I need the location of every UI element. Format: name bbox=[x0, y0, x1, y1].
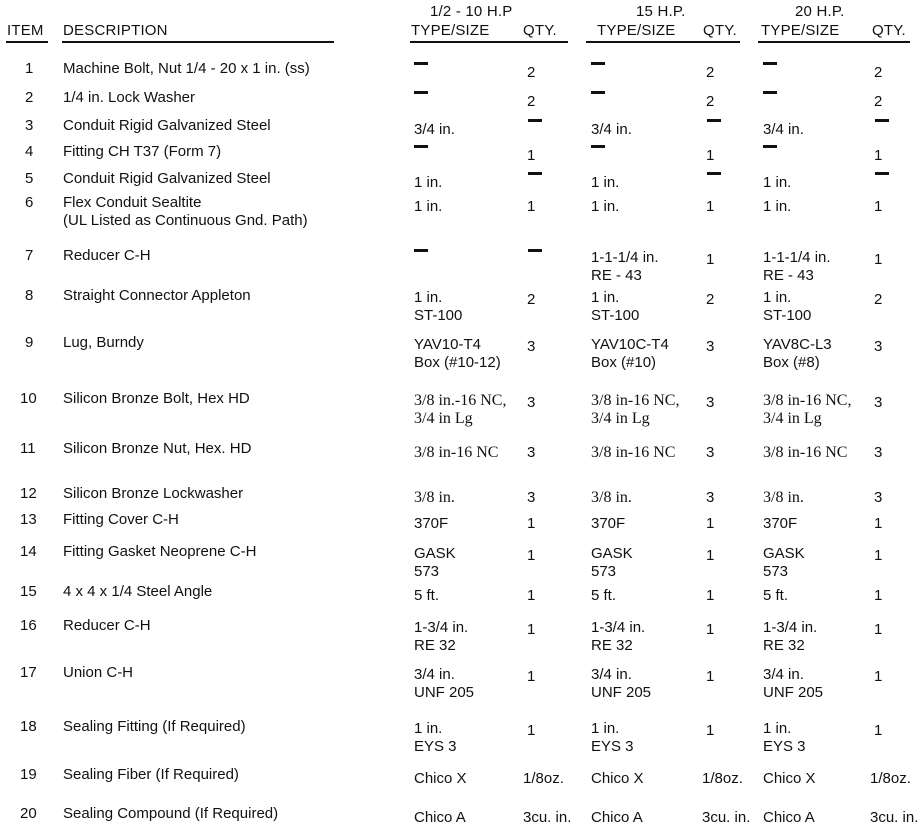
qty-value: 3 bbox=[874, 338, 883, 355]
item-description: Silicon Bronze Bolt, Hex HD bbox=[63, 390, 250, 407]
type-size-value: 3/8 in-16 NC bbox=[763, 444, 848, 461]
qty-value: 2 bbox=[706, 93, 715, 110]
qty-value: 3cu. in. bbox=[702, 809, 751, 826]
qty-value: 3 bbox=[706, 338, 715, 355]
item-number: 16 bbox=[20, 617, 37, 634]
qty-value: 2 bbox=[527, 93, 536, 110]
type-size-value: 1 in. bbox=[763, 198, 792, 215]
group-type-header-3: TYPE/SIZE bbox=[761, 22, 840, 39]
type-size-value: YAV10C-T4 Box (#10) bbox=[591, 336, 669, 371]
type-size-value: 1 in. ST-100 bbox=[414, 289, 463, 324]
qty-value: 1 bbox=[706, 668, 715, 685]
qty-value: 1 bbox=[527, 621, 536, 638]
type-size-value: 1 in. EYS 3 bbox=[414, 720, 457, 755]
item-description: Sealing Fitting (If Required) bbox=[63, 718, 246, 735]
type-size-value: 3/8 in-16 NC bbox=[414, 444, 499, 461]
item-header-underline bbox=[6, 41, 48, 43]
qty-value: 1 bbox=[527, 515, 536, 532]
description-column-header: DESCRIPTION bbox=[63, 22, 168, 39]
qty-value: 3cu. in. bbox=[870, 809, 919, 826]
item-number: 12 bbox=[20, 485, 37, 502]
qty-value: 1 bbox=[706, 587, 715, 604]
qty-dash bbox=[528, 172, 542, 175]
qty-value: 3 bbox=[706, 489, 715, 506]
item-number: 6 bbox=[25, 194, 34, 211]
item-number: 1 bbox=[25, 60, 34, 77]
type-size-value: 3/8 in-16 NC, 3/4 in Lg bbox=[763, 392, 852, 427]
item-number: 19 bbox=[20, 766, 37, 783]
qty-value: 1 bbox=[527, 147, 536, 164]
qty-value: 1 bbox=[706, 515, 715, 532]
qty-value: 1 bbox=[706, 251, 715, 268]
type-size-value: 1-1-1/4 in. RE - 43 bbox=[591, 249, 659, 284]
item-number: 10 bbox=[20, 390, 37, 407]
type-size-value: 5 ft. bbox=[414, 587, 440, 604]
item-description: Machine Bolt, Nut 1/4 - 20 x 1 in. (ss) bbox=[63, 60, 310, 77]
item-description: Fitting Cover C-H bbox=[63, 511, 179, 528]
item-number: 15 bbox=[20, 583, 37, 600]
qty-value: 1 bbox=[874, 547, 883, 564]
qty-value: 1/8oz. bbox=[702, 770, 743, 787]
qty-value: 1 bbox=[706, 722, 715, 739]
group-qty-header-3: QTY. bbox=[872, 22, 906, 39]
type-size-value: 370F bbox=[763, 515, 798, 532]
type-size-value: 1 in. bbox=[763, 174, 792, 191]
type-size-value: 1 in. ST-100 bbox=[763, 289, 812, 324]
qty-value: 3 bbox=[874, 489, 883, 506]
type-size-value: 1 in. bbox=[414, 174, 443, 191]
type-size-value: GASK 573 bbox=[763, 545, 805, 580]
type-size-value: 1 in. EYS 3 bbox=[763, 720, 806, 755]
qty-value: 1 bbox=[527, 198, 536, 215]
qty-value: 1 bbox=[527, 547, 536, 564]
qty-dash bbox=[707, 119, 721, 122]
group-qty-header-2: QTY. bbox=[703, 22, 737, 39]
qty-value: 2 bbox=[706, 291, 715, 308]
item-description: Straight Connector Appleton bbox=[63, 287, 251, 304]
type-size-value: 1 in. bbox=[414, 198, 443, 215]
qty-value: 3 bbox=[527, 394, 536, 411]
type-size-value: 3/8 in. bbox=[591, 489, 632, 506]
item-number: 5 bbox=[25, 170, 34, 187]
group-title-1: 1/2 - 10 H.P bbox=[430, 3, 513, 20]
type-size-value: YAV8C-L3 Box (#8) bbox=[763, 336, 832, 371]
item-description: Union C-H bbox=[63, 664, 134, 681]
type-size-dash bbox=[763, 62, 777, 65]
qty-value: 1 bbox=[874, 722, 883, 739]
item-number: 18 bbox=[20, 718, 37, 735]
type-size-value: 1-3/4 in. RE 32 bbox=[763, 619, 818, 654]
type-size-value: Chico X bbox=[763, 770, 816, 787]
qty-value: 1 bbox=[527, 587, 536, 604]
type-size-dash bbox=[414, 145, 428, 148]
qty-dash bbox=[528, 119, 542, 122]
item-description: Conduit Rigid Galvanized Steel bbox=[63, 117, 271, 134]
item-description: Silicon Bronze Lockwasher bbox=[63, 485, 244, 502]
item-number: 20 bbox=[20, 805, 37, 822]
qty-value: 2 bbox=[527, 64, 536, 81]
group-qty-header-1: QTY. bbox=[523, 22, 557, 39]
item-number: 3 bbox=[25, 117, 34, 134]
group-title-3: 20 H.P. bbox=[795, 3, 845, 20]
type-size-value: 3/4 in. bbox=[591, 121, 632, 138]
type-size-value: 1 in. bbox=[591, 198, 620, 215]
type-size-value: Chico X bbox=[591, 770, 644, 787]
qty-value: 1 bbox=[706, 198, 715, 215]
item-description: Lug, Burndy bbox=[63, 334, 144, 351]
type-size-value: 3/8 in-16 NC, 3/4 in Lg bbox=[591, 392, 680, 427]
type-size-dash bbox=[591, 91, 605, 94]
qty-value: 1 bbox=[874, 515, 883, 532]
qty-value: 1 bbox=[706, 147, 715, 164]
item-description: Flex Conduit Sealtite (UL Listed as Continuous Gnd. Path) bbox=[63, 194, 308, 229]
description-header-underline bbox=[62, 41, 334, 43]
qty-value: 3 bbox=[527, 444, 536, 461]
item-description: 4 x 4 x 1/4 Steel Angle bbox=[63, 583, 213, 600]
type-size-value: GASK 573 bbox=[591, 545, 633, 580]
item-description: 1/4 in. Lock Washer bbox=[63, 89, 196, 106]
type-size-value: 370F bbox=[591, 515, 626, 532]
qty-dash bbox=[707, 172, 721, 175]
type-size-value: 1 in. EYS 3 bbox=[591, 720, 634, 755]
group-header-underline-1 bbox=[410, 41, 568, 43]
type-size-dash bbox=[414, 62, 428, 65]
qty-value: 2 bbox=[527, 291, 536, 308]
type-size-value: GASK 573 bbox=[414, 545, 456, 580]
qty-value: 2 bbox=[874, 291, 883, 308]
qty-value: 1 bbox=[527, 722, 536, 739]
type-size-value: YAV10-T4 Box (#10-12) bbox=[414, 336, 501, 371]
qty-value: 1 bbox=[874, 621, 883, 638]
qty-dash bbox=[528, 249, 542, 252]
qty-value: 3 bbox=[706, 394, 715, 411]
qty-value: 2 bbox=[874, 64, 883, 81]
type-size-dash bbox=[591, 62, 605, 65]
qty-value: 1 bbox=[527, 668, 536, 685]
item-description: Reducer C-H bbox=[63, 617, 151, 634]
item-description: Conduit Rigid Galvanized Steel bbox=[63, 170, 271, 187]
type-size-value: 1-3/4 in. RE 32 bbox=[591, 619, 646, 654]
group-title-2: 15 H.P. bbox=[636, 3, 686, 20]
type-size-value: 1 in. bbox=[591, 174, 620, 191]
item-description: Sealing Compound (If Required) bbox=[63, 805, 279, 822]
qty-value: 1 bbox=[706, 547, 715, 564]
qty-value: 2 bbox=[706, 64, 715, 81]
item-number: 17 bbox=[20, 664, 37, 681]
item-description: Fitting CH T37 (Form 7) bbox=[63, 143, 222, 160]
type-size-value: 370F bbox=[414, 515, 449, 532]
type-size-value: 5 ft. bbox=[763, 587, 789, 604]
qty-value: 1 bbox=[706, 621, 715, 638]
type-size-value: Chico A bbox=[591, 809, 643, 826]
item-column-header: ITEM bbox=[7, 22, 44, 39]
qty-value: 2 bbox=[874, 93, 883, 110]
item-number: 7 bbox=[25, 247, 34, 264]
qty-value: 1/8oz. bbox=[870, 770, 911, 787]
type-size-value: 1-3/4 in. RE 32 bbox=[414, 619, 469, 654]
qty-value: 3 bbox=[527, 489, 536, 506]
qty-dash bbox=[875, 172, 889, 175]
group-type-header-1: TYPE/SIZE bbox=[411, 22, 490, 39]
type-size-value: 3/8 in.-16 NC, 3/4 in Lg bbox=[414, 392, 507, 427]
type-size-value: 3/4 in. UNF 205 bbox=[591, 666, 652, 701]
qty-dash bbox=[875, 119, 889, 122]
type-size-dash bbox=[763, 91, 777, 94]
group-header-underline-2 bbox=[586, 41, 740, 43]
qty-value: 1 bbox=[874, 587, 883, 604]
item-number: 2 bbox=[25, 89, 34, 106]
item-description: Silicon Bronze Nut, Hex. HD bbox=[63, 440, 252, 457]
type-size-value: 3/4 in. bbox=[763, 121, 804, 138]
group-type-header-2: TYPE/SIZE bbox=[597, 22, 676, 39]
item-description: Sealing Fiber (If Required) bbox=[63, 766, 239, 783]
type-size-value: Chico A bbox=[763, 809, 815, 826]
qty-value: 3 bbox=[874, 394, 883, 411]
type-size-value: 1 in. ST-100 bbox=[591, 289, 640, 324]
item-number: 14 bbox=[20, 543, 37, 560]
type-size-dash bbox=[591, 145, 605, 148]
type-size-value: 5 ft. bbox=[591, 587, 617, 604]
type-size-value: 3/4 in. UNF 205 bbox=[414, 666, 475, 701]
type-size-dash bbox=[763, 145, 777, 148]
item-number: 8 bbox=[25, 287, 34, 304]
type-size-value: Chico X bbox=[414, 770, 467, 787]
type-size-value: 3/4 in. UNF 205 bbox=[763, 666, 824, 701]
item-number: 9 bbox=[25, 334, 34, 351]
qty-value: 1/8oz. bbox=[523, 770, 564, 787]
qty-value: 1 bbox=[874, 251, 883, 268]
type-size-value: 3/4 in. bbox=[414, 121, 455, 138]
qty-value: 3 bbox=[706, 444, 715, 461]
type-size-value: 3/8 in-16 NC bbox=[591, 444, 676, 461]
item-number: 13 bbox=[20, 511, 37, 528]
type-size-value: 3/8 in. bbox=[414, 489, 455, 506]
qty-value: 1 bbox=[874, 668, 883, 685]
item-description: Fitting Gasket Neoprene C-H bbox=[63, 543, 257, 560]
type-size-dash bbox=[414, 91, 428, 94]
item-description: Reducer C-H bbox=[63, 247, 151, 264]
type-size-value: 3/8 in. bbox=[763, 489, 804, 506]
type-size-value: Chico A bbox=[414, 809, 466, 826]
qty-value: 3 bbox=[527, 338, 536, 355]
type-size-value: 1-1-1/4 in. RE - 43 bbox=[763, 249, 831, 284]
qty-value: 3cu. in. bbox=[523, 809, 572, 826]
group-header-underline-3 bbox=[758, 41, 910, 43]
item-number: 11 bbox=[20, 440, 36, 457]
type-size-dash bbox=[414, 249, 428, 252]
item-number: 4 bbox=[25, 143, 34, 160]
qty-value: 3 bbox=[874, 444, 883, 461]
qty-value: 1 bbox=[874, 198, 883, 215]
qty-value: 1 bbox=[874, 147, 883, 164]
